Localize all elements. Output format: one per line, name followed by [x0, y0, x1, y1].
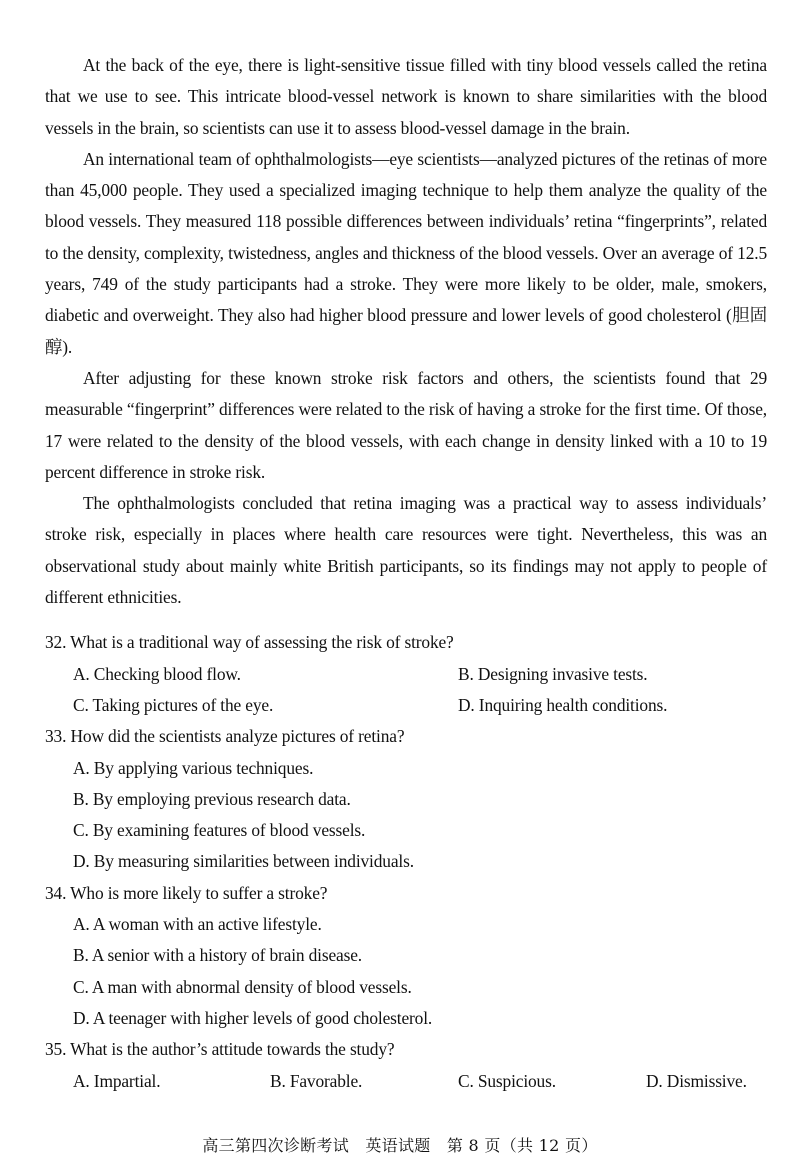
- option-list: [45, 753, 767, 878]
- option-a: A. A woman with an active lifestyle.: [73, 914, 322, 935]
- option-b: B. Designing invasive tests.: [458, 663, 648, 684]
- option-d: D. By measuring similarities between individuals.: [73, 851, 414, 872]
- question-32: [45, 627, 767, 721]
- option-list: [45, 909, 767, 1034]
- option-d: D. A teenager with higher levels of good cholesterol.: [73, 1007, 433, 1028]
- reading-passage: [45, 50, 767, 613]
- question-stem: 32. What is a traditional way of assessing the risk of stroke?: [45, 632, 454, 653]
- option-c: C. By examining features of blood vessels.: [73, 820, 366, 841]
- option-b: B. By employing previous research data.: [73, 788, 351, 809]
- option-b: B. Favorable.: [270, 1070, 363, 1091]
- question-stem: 35. What is the author’s attitude towards the study?: [45, 1039, 395, 1060]
- option-c: C. A man with abnormal density of blood vessels.: [73, 976, 412, 997]
- option-a: A. By applying various techniques.: [73, 757, 314, 778]
- passage-paragraph-3: After adjusting for these known stroke risk factors and others, the scientists found that 29 measurable “fingerprint” differences were related to the risk of having a stroke for the first time. Of those, 17 were related to the density of the blood vessels, with each change in density linked with a 10 to 19 percent difference in stroke risk.: [45, 367, 767, 482]
- question-34: [45, 878, 767, 1034]
- option-a: A. Impartial.: [73, 1070, 161, 1091]
- option-c: C. Suspicious.: [458, 1070, 556, 1091]
- passage-paragraph-1: At the back of the eye, there is light-sensitive tissue filled with tiny blood vessels called the retina that we use to see. This intricate blood-vessel network is known to share similarities with the blood vessels in the brain, so scientists can use it to assess blood-vessel damage in the brain.: [45, 55, 767, 138]
- page-footer: 高三第四次诊断考试 英语试题 第 8 页（共 12 页）: [202, 1136, 598, 1155]
- question-35: [45, 1034, 767, 1097]
- option-d: D. Dismissive.: [646, 1070, 747, 1091]
- option-list: [45, 1066, 767, 1097]
- passage-paragraph-4: The ophthalmologists concluded that retina imaging was a practical way to assess individuals’ stroke risk, especially in places where health care resources were tight. Nevertheless, this was an observational study about mainly white British participants, so its findings may not apply to people of different ethnicities.: [45, 493, 767, 608]
- option-c: C. Taking pictures of the eye.: [73, 694, 274, 715]
- option-a: A. Checking blood flow.: [73, 663, 241, 684]
- option-b: B. A senior with a history of brain disease.: [73, 945, 362, 966]
- passage-paragraph-2: An international team of ophthalmologists—eye scientists—analyzed pictures of the retinas of more than 45,000 people. They used a specialized imaging technique to help them analyze the quality of the blood vessels. They measured 118 possible differences between individuals’ retina “fingerprints”, related to the density, complexity, twistedness, angles and thickness of the blood vessels. Over an average of 12.5 years, 749 of the study participants had a stroke. They were more likely to be older, male, smokers, diabetic and overweight. They also had higher blood pressure and lower levels of good cholesterol (胆固醇).: [45, 148, 767, 357]
- option-d: D. Inquiring health conditions.: [458, 694, 668, 715]
- exam-page: [45, 50, 767, 1097]
- question-stem: 34. Who is more likely to suffer a stroke?: [45, 882, 328, 903]
- question-stem: 33. How did the scientists analyze pictures of retina?: [45, 726, 405, 747]
- question-33: [45, 721, 767, 877]
- option-list: [45, 659, 767, 722]
- question-list: [45, 627, 767, 1096]
